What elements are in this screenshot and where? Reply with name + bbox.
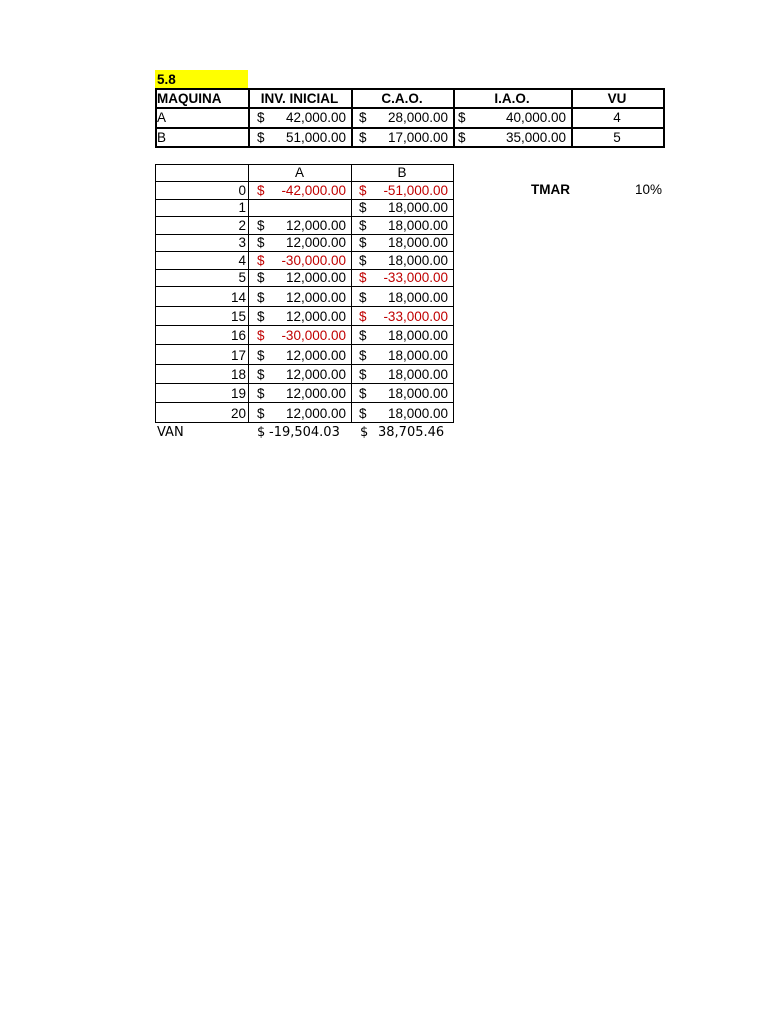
cashflow-a-value: -30,000.00 [281,328,346,343]
period-cell: 19 [230,386,246,401]
currency-symbol: $ [359,200,367,215]
currency-symbol: $ [359,218,367,233]
cashflow-b-value: -51,000.00 [383,183,448,198]
cashflow-a-value: 12,000.00 [285,406,346,421]
currency-symbol: $ [359,290,367,305]
cashflow-a-value: 12,000.00 [285,386,346,401]
iao-value: 35,000.00 [505,130,566,145]
cashflow-b-value: 18,000.00 [387,253,448,268]
currency-symbol: $ [458,110,466,125]
cashflow-b-value: -33,000.00 [383,270,448,285]
cashflow-b-value: 18,000.00 [387,367,448,382]
currency-symbol: $ [257,270,265,285]
header-inv-inicial: INV. INICIAL [260,91,339,106]
currency-symbol: $ [359,130,367,145]
cashflow-a-value: 12,000.00 [285,348,346,363]
currency-symbol: $ [257,309,265,324]
currency-symbol: $ [257,253,265,268]
cashflow-b-value: 18,000.00 [387,348,448,363]
currency-symbol: $ [359,270,367,285]
period-cell: 15 [230,309,246,324]
cashflow-b-value: 18,000.00 [387,218,448,233]
inv-value: 51,000.00 [285,130,346,145]
currency-symbol: $ [257,328,265,343]
currency-symbol: $ [359,348,367,363]
vu-value: 4 [613,110,621,125]
cashflow-b-value: 18,000.00 [387,406,448,421]
cashflow-a-value: -30,000.00 [281,253,346,268]
tmar-label: TMAR [531,182,570,197]
currency-symbol: $ [257,290,265,305]
currency-symbol: $ [359,367,367,382]
header-vu: VU [607,91,627,106]
van-b-value: 38,705.46 [378,425,445,440]
machine-name: B [157,130,167,145]
currency-symbol: $ [257,235,265,250]
cao-value: 28,000.00 [387,110,448,125]
period-cell: 17 [230,348,246,363]
vu-value: 5 [613,130,621,145]
currency-symbol: $ [257,367,265,382]
currency-symbol: $ [360,425,369,440]
cashflow-b-value: -33,000.00 [383,309,448,324]
period-cell: 20 [230,406,246,421]
cashflow-a-value: 12,000.00 [285,218,346,233]
van-a-value: -19,504.03 [269,425,340,440]
cashflow-b-value: 18,000.00 [387,386,448,401]
currency-symbol: $ [257,406,265,421]
currency-symbol: $ [257,348,265,363]
currency-symbol: $ [359,328,367,343]
iao-value: 40,000.00 [505,110,566,125]
van-label: VAN [157,425,184,440]
header-iao: I.A.O. [494,91,530,106]
period-cell: 3 [238,235,246,250]
cashflow-a-value: 12,000.00 [285,367,346,382]
period-cell: 4 [238,253,246,268]
period-cell: 16 [230,328,246,343]
currency-symbol: $ [359,183,367,198]
currency-symbol: $ [257,110,265,125]
inv-value: 42,000.00 [285,110,346,125]
cashflow-b-value: 18,000.00 [387,328,448,343]
period-cell: 0 [238,183,246,198]
currency-symbol: $ [359,406,367,421]
col-header-b: B [397,165,407,180]
cao-value: 17,000.00 [387,130,448,145]
period-cell: 5 [238,270,246,285]
period-cell: 18 [230,367,246,382]
header-cao: C.A.O. [381,91,423,106]
currency-symbol: $ [257,130,265,145]
cashflow-b-value: 18,000.00 [387,235,448,250]
currency-symbol: $ [458,130,466,145]
currency-symbol: $ [359,386,367,401]
cashflow-a-value: 12,000.00 [285,290,346,305]
currency-symbol: $ [359,253,367,268]
currency-symbol: $ [257,183,265,198]
machine-name: A [157,110,167,125]
cashflow-a-value: -42,000.00 [281,183,346,198]
header-maquina: MAQUINA [157,91,222,106]
period-cell: 2 [238,218,246,233]
currency-symbol: $ [359,309,367,324]
col-header-a: A [294,165,304,180]
tmar-value: 10% [634,182,662,197]
cashflow-a-value: 12,000.00 [285,309,346,324]
cashflow-a-value: 12,000.00 [285,235,346,250]
currency-symbol: $ [257,386,265,401]
cashflow-b-value: 18,000.00 [387,290,448,305]
sheet-title: 5.8 [157,72,176,87]
cashflow-b-value: 18,000.00 [387,200,448,215]
currency-symbol: $ [257,218,265,233]
currency-symbol: $ [359,110,367,125]
currency-symbol: $ [257,425,266,440]
cashflow-a-value: 12,000.00 [285,270,346,285]
currency-symbol: $ [359,235,367,250]
period-cell: 1 [238,200,246,215]
period-cell: 14 [230,290,246,305]
